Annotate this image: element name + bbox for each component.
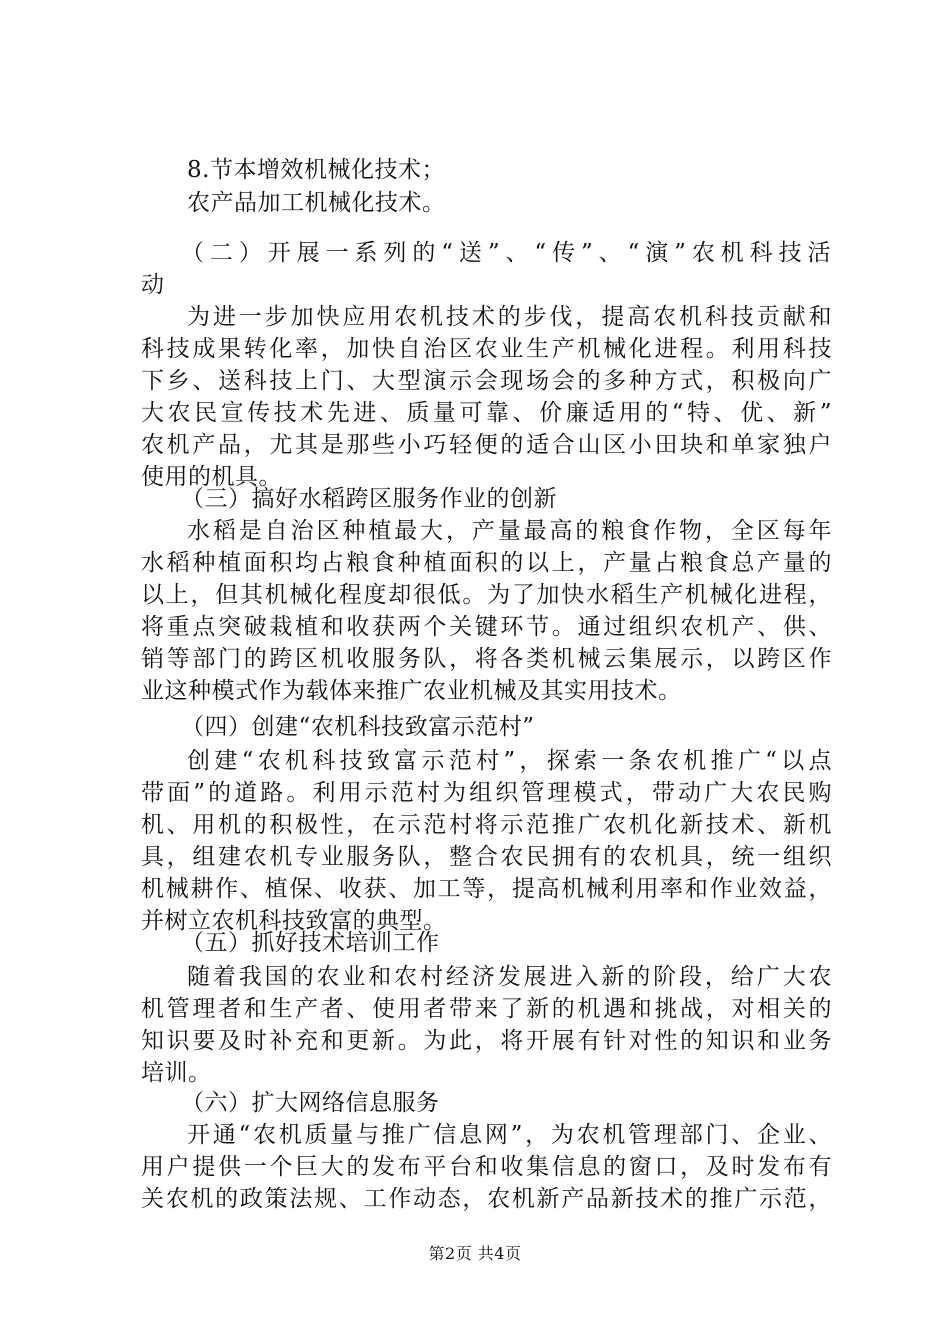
paragraph-line: 大农民宣传技术先进、质量可靠、价廉适用的“特、优、新”: [141, 400, 832, 426]
paragraph-line: 为进一步加快应用农机技术的步伐，提高农机科技贡献和: [187, 304, 832, 330]
page-number-footer: 第2页 共4页: [428, 1244, 522, 1263]
paragraph-line: 并树立农机科技致富的典型。: [141, 908, 447, 934]
paragraph-line: 知识要及时补充和更新。为此，将开展有针对性的知识和业务: [141, 1028, 832, 1054]
section-heading-5: （五）抓好技术培训工作: [181, 930, 440, 956]
paragraph-line: 将重点突破栽植和收获两个关键环节。通过组织农机产、供、: [141, 614, 832, 640]
paragraph-line: 具，组建农机专业服务队，整合农民拥有的农机具，统一组织: [141, 844, 832, 870]
paragraph-line: 水稻是自治区种植最大，产量最高的粮食作物，全区每年: [187, 518, 832, 544]
paragraph-line: 科技成果转化率，加快自治区农业生产机械化进程。利用科技: [141, 336, 832, 362]
paragraph-line: 销等部门的跨区机收服务队，将各类机械云集展示，以跨区作: [141, 646, 832, 672]
paragraph-line: 业这种模式作为载体来推广农业机械及其实用技术。: [141, 678, 682, 704]
section-heading-6: （六）扩大网络信息服务: [181, 1090, 440, 1116]
section-heading-4: （四）创建“农机科技致富示范村”: [181, 714, 535, 740]
paragraph-line: 使用的机具。: [141, 464, 282, 490]
paragraph-line: 以上，但其机械化程度却很低。为了加快水稻生产机械化进程，: [141, 582, 832, 608]
paragraph-line: 开通“农机质量与推广信息网”，为农机管理部门、企业、: [187, 1122, 832, 1148]
paragraph-line: 带面”的道路。利用示范村为组织管理模式，带动广大农民购: [141, 780, 832, 806]
paragraph-line: 创建“农机科技致富示范村”，探索一条农机推广“以点: [187, 748, 832, 774]
list-item-9: 农产品加工机械化技术。: [187, 190, 446, 216]
section-heading-2-cont: 动: [141, 272, 165, 298]
paragraph-line: 随着我国的农业和农村经济发展进入新的阶段，给广大农: [187, 964, 832, 990]
paragraph-line: 关农机的政策法规、工作动态，农机新产品新技术的推广示范，: [141, 1186, 832, 1212]
paragraph-line: 机管理者和生产者、使用者带来了新的机遇和挑战，对相关的: [141, 996, 832, 1022]
section-heading-3: （三）搞好水稻跨区服务作业的创新: [181, 486, 557, 512]
paragraph-line: 机械耕作、植保、收获、加工等，提高机械利用率和作业效益，: [141, 876, 832, 902]
paragraph-line: 培训。: [141, 1060, 212, 1086]
section-heading-2: （二）开展一系列的“送”、“传”、“演”农机科技活: [181, 240, 831, 266]
paragraph-line: 水稻种植面积均占粮食种植面积的以上，产量占粮食总产量的: [141, 550, 832, 576]
paragraph-line: 机、用机的积极性，在示范村将示范推广农机化新技术、新机: [141, 812, 832, 838]
paragraph-line: 用户提供一个巨大的发布平台和收集信息的窗口，及时发布有: [141, 1154, 832, 1180]
paragraph-line: 农机产品，尤其是那些小巧轻便的适合山区小田块和单家独户: [141, 432, 832, 458]
paragraph-line: 下乡、送科技上门、大型演示会现场会的多种方式，积极向广: [141, 368, 832, 394]
list-item-8: 8.节本增效机械化技术；: [187, 157, 445, 183]
